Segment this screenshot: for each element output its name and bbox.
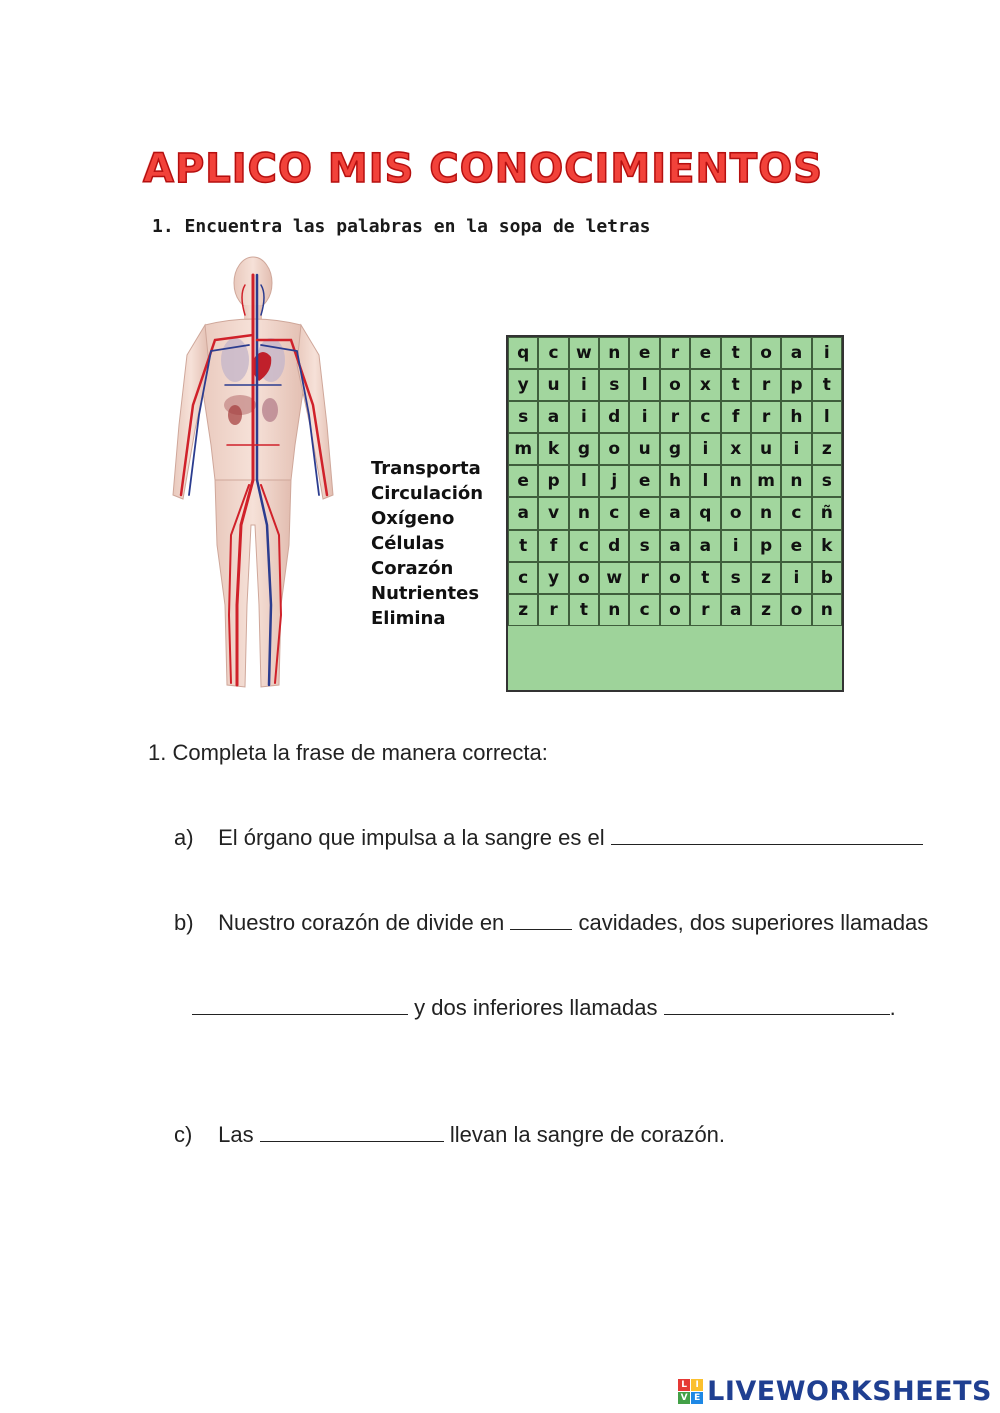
grid-cell[interactable]: r [660, 401, 690, 433]
grid-cell[interactable]: i [690, 433, 720, 465]
grid-cell[interactable]: t [721, 337, 751, 369]
grid-cell[interactable]: s [508, 401, 538, 433]
grid-cell[interactable]: l [690, 465, 720, 497]
grid-cell[interactable]: y [508, 369, 538, 401]
grid-cell[interactable]: x [721, 433, 751, 465]
item-a-text: El órgano que impulsa a la sangre es el [218, 825, 605, 850]
grid-cell[interactable]: c [538, 337, 568, 369]
grid-cell[interactable]: e [629, 465, 659, 497]
grid-cell[interactable]: a [721, 594, 751, 626]
grid-cell[interactable]: e [781, 530, 811, 562]
grid-cell[interactable]: c [629, 594, 659, 626]
grid-cell[interactable]: s [721, 562, 751, 594]
item-b-text-1: Nuestro corazón de divide en [218, 910, 505, 935]
grid-cell[interactable]: w [569, 337, 599, 369]
grid-cell[interactable]: e [508, 465, 538, 497]
grid-cell[interactable]: u [538, 369, 568, 401]
answer-c-blank[interactable] [260, 1123, 444, 1142]
grid-cell[interactable]: q [508, 337, 538, 369]
sentence-c [174, 1122, 725, 1148]
grid-cell[interactable]: i [569, 369, 599, 401]
logo-letter: I [691, 1379, 703, 1391]
grid-cell[interactable]: a [508, 497, 538, 529]
grid-cell[interactable]: c [569, 530, 599, 562]
item-b-text-2: cavidades, dos superiores llamadas [578, 910, 929, 935]
grid-cell[interactable]: h [660, 465, 690, 497]
answer-b-inferior-blank[interactable] [664, 996, 890, 1015]
liveworksheets-logo-icon [678, 1379, 703, 1404]
grid-cell[interactable]: c [599, 497, 629, 529]
worksheet-title: APLICO MIS CONOCIMIENTOS [143, 146, 824, 192]
word-list [371, 456, 483, 631]
item-c-text-1: Las [218, 1122, 254, 1147]
grid-cell[interactable]: z [812, 433, 842, 465]
grid-cell[interactable]: t [508, 530, 538, 562]
grid-cell[interactable]: a [660, 497, 690, 529]
grid-cell[interactable]: d [599, 401, 629, 433]
grid-cell[interactable]: m [508, 433, 538, 465]
grid-cell[interactable]: l [569, 465, 599, 497]
grid-cell[interactable]: p [781, 369, 811, 401]
grid-cell[interactable]: f [721, 401, 751, 433]
grid-cell[interactable]: o [721, 497, 751, 529]
grid-cell[interactable]: k [538, 433, 568, 465]
grid-cell[interactable]: z [751, 562, 781, 594]
item-c-text-2: llevan la sangre de corazón. [449, 1122, 726, 1147]
grid-cell[interactable]: t [721, 369, 751, 401]
grid-cell[interactable]: f [538, 530, 568, 562]
grid-cell[interactable]: c [781, 497, 811, 529]
liveworksheets-footer [678, 1376, 992, 1407]
question-2-heading: 1. Completa la frase de manera correcta: [148, 740, 548, 765]
grid-cell[interactable]: r [751, 369, 781, 401]
circulatory-system-illustration [165, 255, 340, 697]
grid-cell[interactable]: t [812, 369, 842, 401]
grid-cell[interactable]: r [538, 594, 568, 626]
word-item: Células [371, 533, 445, 554]
grid-cell[interactable]: p [751, 530, 781, 562]
grid-cell[interactable]: o [660, 369, 690, 401]
grid-cell[interactable]: i [781, 562, 811, 594]
word-item: Elimina [371, 608, 446, 629]
grid-cell[interactable]: h [781, 401, 811, 433]
grid-cell[interactable]: r [660, 337, 690, 369]
logo-letter: L [678, 1379, 690, 1391]
word-item: Transporta [371, 458, 481, 479]
grid-cell[interactable]: a [690, 530, 720, 562]
grid-cell[interactable]: p [538, 465, 568, 497]
grid-cell[interactable]: o [569, 562, 599, 594]
grid-cell[interactable]: e [629, 497, 659, 529]
grid-cell[interactable]: t [569, 594, 599, 626]
grid-cell[interactable]: y [538, 562, 568, 594]
answer-b-superior-blank[interactable] [192, 996, 408, 1015]
grid-cell[interactable]: l [812, 401, 842, 433]
grid-cell[interactable]: a [538, 401, 568, 433]
grid-cell[interactable]: v [538, 497, 568, 529]
grid-cell[interactable]: r [690, 594, 720, 626]
grid-cell[interactable]: o [660, 594, 690, 626]
item-a-label: a) [174, 825, 194, 850]
grid-cell[interactable]: x [690, 369, 720, 401]
sentence-b [174, 910, 928, 936]
grid-cell[interactable]: j [599, 465, 629, 497]
grid-cell[interactable]: z [508, 594, 538, 626]
grid-cell[interactable]: q [690, 497, 720, 529]
grid-cell[interactable]: i [812, 337, 842, 369]
grid-cell[interactable]: n [721, 465, 751, 497]
grid-cell[interactable]: l [629, 369, 659, 401]
grid-cell[interactable]: g [569, 433, 599, 465]
grid-cell[interactable]: n [599, 337, 629, 369]
grid-cell[interactable]: n [781, 465, 811, 497]
item-b-text-3: y dos inferiores llamadas [414, 995, 658, 1020]
answer-a-blank[interactable] [611, 826, 923, 845]
grid-cell[interactable]: r [629, 562, 659, 594]
word-item: Nutrientes [371, 583, 480, 604]
word-item: Oxígeno [371, 508, 455, 529]
grid-cell[interactable]: ñ [812, 497, 842, 529]
grid-cell[interactable]: i [781, 433, 811, 465]
grid-cell[interactable]: r [751, 401, 781, 433]
grid-cell[interactable]: t [690, 562, 720, 594]
grid-cell[interactable]: i [629, 401, 659, 433]
grid-cell[interactable]: n [599, 594, 629, 626]
question-1-heading: 1. Encuentra las palabras en la sopa de letras [152, 216, 651, 237]
item-b-end: . [889, 995, 896, 1020]
item-c-label: c) [174, 1122, 193, 1147]
grid-cell[interactable]: n [569, 497, 599, 529]
grid-cell[interactable]: e [629, 337, 659, 369]
item-b-label: b) [174, 910, 194, 935]
grid-cell[interactable]: m [751, 465, 781, 497]
grid-cell[interactable]: s [629, 530, 659, 562]
grid-cell[interactable]: s [599, 369, 629, 401]
grid-cell[interactable]: u [629, 433, 659, 465]
grid-cell[interactable]: o [660, 562, 690, 594]
brand-name: LIVEWORKSHEETS [707, 1376, 992, 1407]
word-item: Corazón [371, 558, 454, 579]
grid-cell[interactable]: o [751, 337, 781, 369]
grid-cell[interactable]: c [690, 401, 720, 433]
word-search-grid [506, 335, 844, 692]
grid-cell[interactable]: o [781, 594, 811, 626]
grid-cell[interactable]: i [569, 401, 599, 433]
grid-cell[interactable]: n [812, 594, 842, 626]
word-item: Circulación [371, 483, 484, 504]
grid-cell[interactable]: a [660, 530, 690, 562]
grid-cell[interactable]: u [751, 433, 781, 465]
logo-letter: V [678, 1392, 690, 1404]
grid-cell[interactable]: w [599, 562, 629, 594]
grid-cell[interactable]: d [599, 530, 629, 562]
grid-cell[interactable]: a [781, 337, 811, 369]
grid-cell[interactable]: k [812, 530, 842, 562]
sentence-b-continued [192, 995, 896, 1021]
grid-cell[interactable]: c [508, 562, 538, 594]
grid-cell[interactable]: s [812, 465, 842, 497]
grid-cell[interactable]: i [721, 530, 751, 562]
logo-letter: E [691, 1392, 703, 1404]
grid-cell[interactable]: e [690, 337, 720, 369]
grid-cell[interactable]: o [599, 433, 629, 465]
grid-cell[interactable]: n [751, 497, 781, 529]
answer-b-count-blank[interactable] [510, 911, 572, 930]
grid-cell[interactable]: g [660, 433, 690, 465]
grid-cell[interactable]: z [751, 594, 781, 626]
sentence-a [174, 825, 923, 851]
grid-cell[interactable]: b [812, 562, 842, 594]
